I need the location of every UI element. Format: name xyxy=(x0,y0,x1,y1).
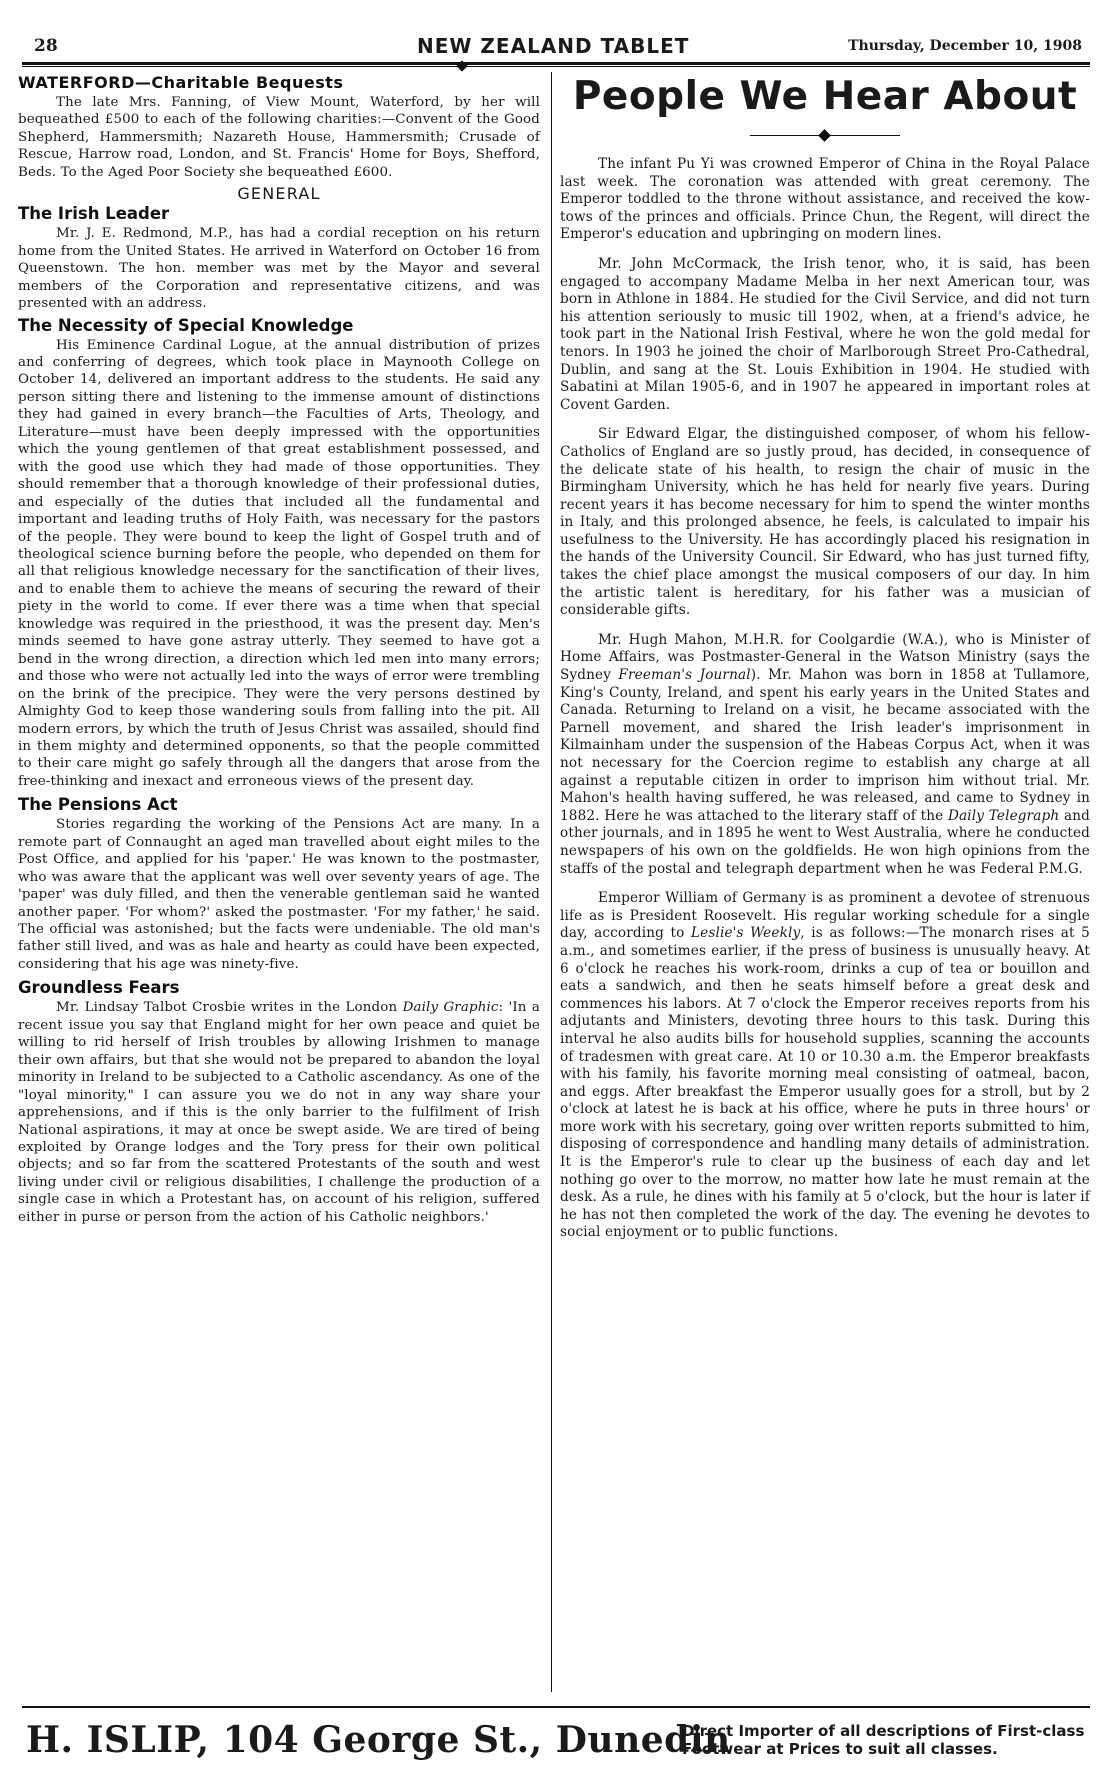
mahon-text-b: ). Mr. Mahon was born in 1858 at Tullamore, King's County, Ireland, and spent his early years in the United States and Canada. Returning to Ireland on a visit, he became associated with the Parnell movement, and shared the Irish leader's imprisonment in Kilmainham under the suspension of the Habeas Corpus Act, when it was not necessary for the Coercion regime to establish any charge at all against a reputable citizen in order to imprison him without trial. Mr. Mahon's health having suffered, he was released, and came to Sydney in 1882. Here he was attached to the literary staff of the xyxy=(560,667,1090,824)
title-ornament xyxy=(560,128,1090,144)
waterford-heading: WATERFORD—Charitable Bequests xyxy=(18,73,344,92)
advert-name: H. ISLIP, 104 George St., Dunedin xyxy=(26,1719,731,1761)
groundless-fears-text xyxy=(18,999,540,1226)
publication-title: NEW ZEALAND TABLET xyxy=(417,34,690,58)
emperor-text-b: , is as follows:—The monarch rises at 5 a.m., and sometimes earlier, if the press of business is unusually heavy. At 6 o'clock he reaches his work-room, drinks a cup of tea or bouillon and eats a sandwich, and then he seats himself before a great desk and commences his labors. At 7 o'clock the Emperor receives reports from his adjutants and Ministers, devoting three hours to this task. During this interval he also audits bills for household supplies, scanning the accounts of tradesmen with great care. At 10 or 10.30 a.m. the Emperor breakfasts with his family, his favorite morning meal consisting of oatmeal, bacon, and eggs. After breakfast the Emperor usually goes for a stroll, but by 2 o'clock at latest he is back at his office, where he puts in three hours' or more work with his secretary, going over written reports submitted to him, disposing of correspondence and handling many details of administration. It is the Emperor's rule to clear up the business of each day and let nothing go over to the morrow, no matter how late he must remain at the desk. As a rule, he dines with his family at 5 o'clock, but the hour is later if he has not then completed the work of the day. The evening he devotes to social enjoyment or to public functions. xyxy=(560,925,1090,1241)
masthead xyxy=(22,36,1090,65)
daily-graphic-source: Daily Graphic xyxy=(402,1000,499,1016)
emperor-text-a: Emperor William of Germany is as prominent a devotee of strenuous life as is President Roosevelt. His regular working schedule for a single day, according to xyxy=(560,890,1090,942)
mahon-text-c: and other journals, and in 1895 he went to West Australia, where he conducted newspapers of his own on the goldfields. He won high opinions from the staffs of the postal and telegraph department when he was Federal P.M.G. xyxy=(560,807,1090,877)
freemans-journal-source: Freeman's Journal xyxy=(618,667,751,684)
section-title: People We Hear About xyxy=(572,74,1078,119)
column-divider xyxy=(551,72,552,1692)
left-column xyxy=(18,72,540,1226)
footer-advertisement xyxy=(26,1718,1090,1770)
general-heading: GENERAL xyxy=(237,184,321,204)
daily-telegraph-source: Daily Telegraph xyxy=(947,807,1060,824)
mahon-paragraph xyxy=(560,632,1090,878)
special-knowledge-heading: The Necessity of Special Knowledge xyxy=(18,315,354,335)
issue-date: Thursday, December 10, 1908 xyxy=(848,38,1082,54)
page-number: 28 xyxy=(34,36,58,56)
masthead-rule xyxy=(22,66,1090,67)
mahon-text-a: Mr. Hugh Mahon, M.H.R. for Coolgardie (W.A.), who is Minister of Home Affairs, was Postmaster-General in the Watson Ministry (says the Sydney xyxy=(560,631,1090,684)
groundless-fears-heading: Groundless Fears xyxy=(18,978,180,998)
advert-tagline: Direct Importer of all descriptions of First-class Footwear at Prices to suit all classes. xyxy=(682,1722,1085,1758)
elgar-paragraph: Sir Edward Elgar, the distinguished composer, of whom his fellow-Catholics of England are so justly proud, has decided, in consequence of the delicate state of his health, to resign the chair of music in the Birmingham University, which he has held for nearly five years. During recent years it has become necessary for him to spend the winter months in Italy, and this prolonged absence, he feels, is calculated to impair his usefulness to the University. He has accordingly placed his resignation in the hands of the University Council. Sir Edward, who has just turned fifty, takes the chief place amongst the musical composers of our day. In him the artistic talent is hereditary, for his father was a musician of considerable gifts. xyxy=(560,426,1090,619)
mccormack-paragraph: Mr. John McCormack, the Irish tenor, who, it is said, has been engaged to accompany Madame Melba in her next American tour, was born in Athlone in 1884. He studied for the Civil Service, and did not turn his attention seriously to music till 1902, when, at a friend's advice, he took part in the National Irish Festival, where he won the gold medal for tenors. In 1903 he joined the choir of Marlborough Street Pro-Cathedral, Dublin, and sang at the St. Louis Exhibition in 1904. He studied with Sabatini at Milan 1905-6, and in 1907 he appeared in important roles at Covent Garden. xyxy=(560,255,1090,413)
pensions-text: Stories regarding the working of the Pensions Act are many. In a remote part of Connaught an aged man travelled about eight miles to the Post Office, and applied for his 'paper.' He was known to the postmaster, who was aware that the applicant was well over seventy years of age. The 'paper' was duly filled, and then the venerable gentleman said he wanted another paper. 'For whom?' asked the postmaster. 'For my father,' he said. The official was astonished; but the facts were undeniable. The old man's father still lived, and was as hale and hearty as could have been expected, considering that his age was ninety-five. xyxy=(18,817,540,972)
footer-rule xyxy=(22,1706,1090,1708)
waterford-text: The late Mrs. Fanning, of View Mount, Waterford, by her will bequeathed £500 to each of the following charities:—Convent of the Good Shepherd, Hammersmith; Nazareth House, Hammersmith; Crusade of Rescue, Harrow road, London, and St. Francis' Home for Boys, Shefford, Beds. To the Aged Poor Society she bequeathed £600. xyxy=(18,95,540,180)
groundless-text-before: Mr. Lindsay Talbot Crosbie writes in the London xyxy=(56,1000,398,1016)
irish-leader-heading: The Irish Leader xyxy=(18,204,170,224)
special-knowledge-text: His Eminence Cardinal Logue, at the annual distribution of prizes and conferring of degrees, which took place in Maynooth College on October 14, delivered an important address to the students. He said any person sitting there and listening to the immense amount of distinctions they had gained in every branch—the Faculties of Arts, Theology, and Literature—must have been deeply impressed with the opportunities which the young gentlemen of that great establishment possessed, and with the good use which they had made of those opportunities. They should remember that a thorough knowledge of their professional duties, and especially of the duties that included all the fundamental and important and leading truths of Holy Faith, was necessary for the pastors of the people. They were bound to keep the light of Gospel truth and of theological science burning before the people, who depended on them for all that religious knowledge necessary for the sanctification of their lives, and to enable them to achieve the means of securing the reward of their piety in the world to come. If ever there was a time when that special knowledge was required in the priesthood, it was the present day. Men's minds seemed to have gone astray utterly. They seemed to have got a bend in the wrong direction, a direction which led men into many errors; and those who were not actually led into the ways of error were trembling on the brink of the precipice. They were the very persons destined by Almighty God to keep those wandering souls from falling into the pit. All modern errors, by which the truth of Jesus Christ was assailed, should find in them mighty and determined opponents, so that the people committed to their care might go safely through all the dangers that arose from the free-thinking and inexact and erroneous views of the present day. xyxy=(18,337,540,789)
diamond-icon xyxy=(818,129,831,142)
right-column xyxy=(560,72,1090,1242)
pu-yi-paragraph: The infant Pu Yi was crowned Emperor of China in the Royal Palace last week. The coronation was attended with great ceremony. The Emperor toddled to the throne without assistance, and received the kow-tows of the princes and officials. Prince Chun, the Regent, will direct the Emperor's education and upbringing on modern lines. xyxy=(560,156,1090,243)
leslies-weekly-source: Leslie's Weekly xyxy=(690,925,801,942)
pensions-heading: The Pensions Act xyxy=(18,795,178,815)
groundless-text-after: : 'In a recent issue you say that England might for her own peace and quiet be willing to rid herself of Irish troubles by allowing Irishmen to manage their own affairs, but that she would not be prepared to abandon the loyal minority in Ireland to be subjected to a Catholic ascendancy. As one of the "loyal minority," I can assure you we do not in any way share your apprehensions, and if this is the only barrier to the fulfilment of Irish National aspirations, it may at once be swept aside. We are tired of being exploited by Orange lodges and the Tory press for their own political objects; and so far from the scattered Protestants of the south and west living under civil or religious disabilities, I challenge the production of a single case in which a Protestant has, on account of his religion, suffered either in purse or person from the action of his Catholic neighbors.' xyxy=(18,1000,541,1225)
irish-leader-text: Mr. J. E. Redmond, M.P., has had a cordial reception on his return home from the United States. He arrived in Waterford on October 16 from Queenstown. The hon. member was met by the Mayor and several members of the Corporation and representative citizens, and was presented with an address. xyxy=(18,226,540,312)
emperor-william-paragraph xyxy=(560,890,1090,1242)
